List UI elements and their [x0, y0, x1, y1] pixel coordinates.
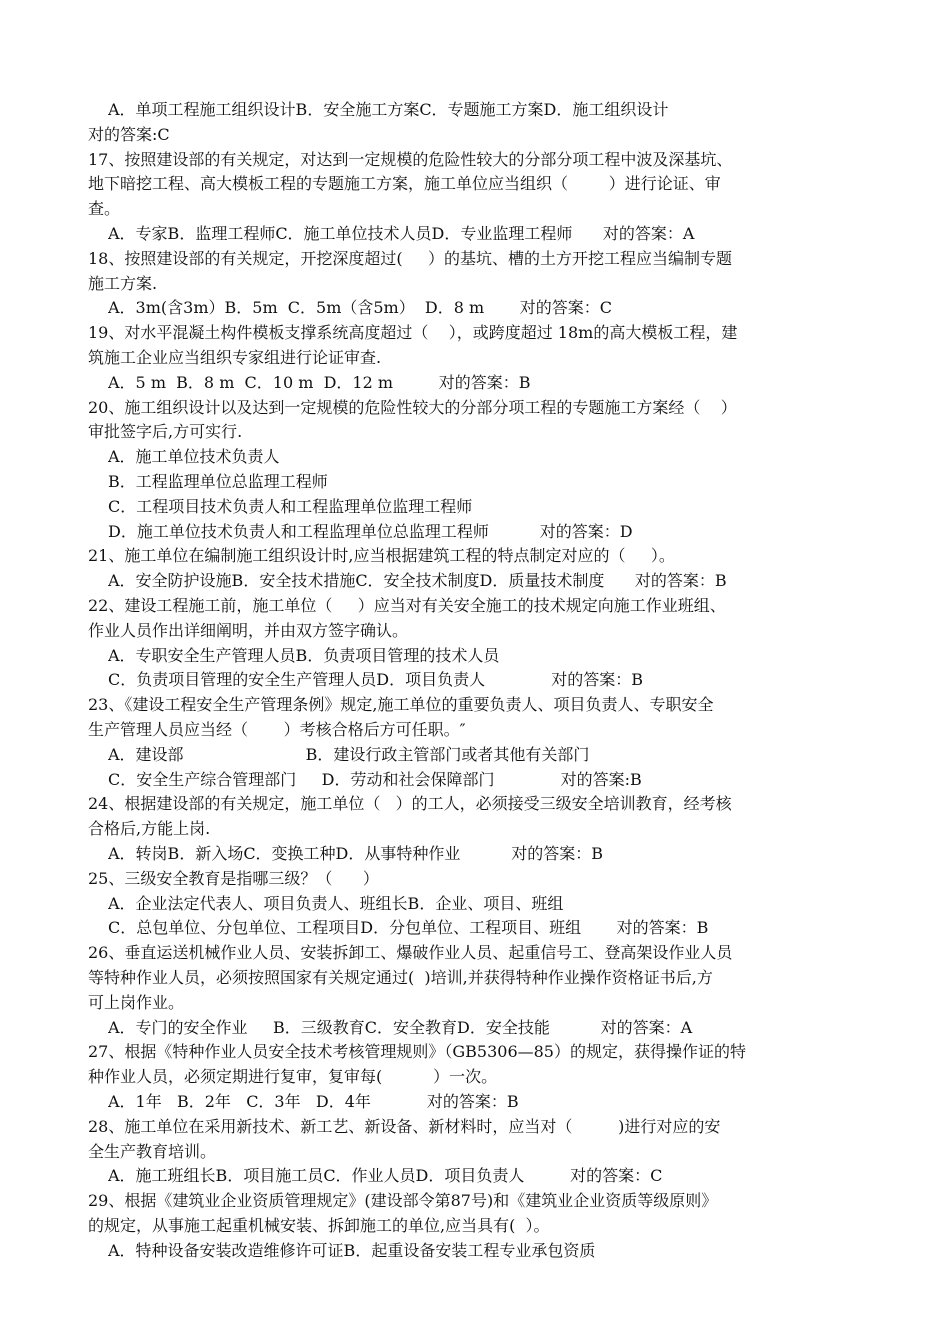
- answer-option-line: C．负责项目管理的安全生产管理人员D．项目负责人 对的答案：B: [108, 670, 643, 690]
- answer-option-line: A．5 m B．8 m C．10 m D．12 m 对的答案：B: [108, 372, 531, 392]
- question-line: 21、施工单位在编制施工组织设计时,应当根据建筑工程的特点制定对应的（ ）。: [88, 546, 675, 566]
- question-line: 筑施工企业应当组织专家组进行论证审查.: [88, 348, 382, 367]
- question-line: 22、建设工程施工前，施工单位（ ）应当对有关安全施工的技术规定向施工作业班组、: [88, 596, 726, 615]
- question-line: 的规定，从事施工起重机械安装、拆卸施工的单位,应当具有( ）。: [88, 1216, 550, 1235]
- question-line: 17、按照建设部的有关规定，对达到一定规模的危险性较大的分部分项工程中波及深基坑、: [88, 149, 733, 169]
- question-line: 合格后,方能上岗.: [88, 819, 211, 839]
- answer-option-line: A．专门的安全作业 B．三级教育C．安全教育D．安全技能 对的答案：A: [108, 1017, 693, 1037]
- answer-option-line: B．工程监理单位总监理工程师: [108, 472, 328, 491]
- answer-option-line: A．特种设备安装改造维修许可证B．起重设备安装工程专业承包资质: [108, 1240, 596, 1260]
- question-line: 28、施工单位在采用新技术、新工艺、新设备、新材料时，应当对（ )进行对应的安: [88, 1116, 721, 1136]
- answer-option-line: C．总包单位、分包单位、工程项目D．分包单位、工程项目、班组 对的答案：B: [108, 918, 709, 938]
- question-line: 25、三级安全教育是指哪三级？（ ）: [88, 868, 379, 888]
- question-line: 审批签字后,方可实行.: [88, 422, 243, 442]
- question-line: 18、按照建设部的有关规定，开挖深度超过( ）的基坑、槽的土方开挖工程应当编制专题: [88, 248, 733, 268]
- question-line: 23、《建设工程安全生产管理条例》规定,施工单位的重要负责人、项目负责人、专职安全: [88, 695, 714, 715]
- answer-option-line: D．施工单位技术负责人和工程监理单位总监理工程师 对的答案：D: [108, 521, 633, 541]
- question-line: 26、垂直运送机械作业人员、安装拆卸工、爆破作业人员、起重信号工、登高架设作业人员: [88, 943, 733, 963]
- answer-option-line: C．工程项目技术负责人和工程监理单位监理工程师: [108, 496, 473, 516]
- question-line: 查。: [88, 199, 121, 219]
- answer-option-line: A．建设部 B．建设行政主管部门或者其他有关部门: [108, 744, 590, 764]
- question-line: 地下暗挖工程、高大模板工程的专题施工方案，施工单位应当组织（ ）进行论证、审: [88, 174, 721, 194]
- answer-option-line: A．转岗B．新入场C．变换工种D．从事特种作业 对的答案：B: [108, 844, 604, 863]
- question-line: 作业人员作出详细阐明，并由双方签字确认。: [88, 620, 409, 640]
- question-line: 19、对水平混凝土构件模板支撑系统高度超过（ ），或跨度超过 18m的高大模板工程，建: [88, 323, 738, 343]
- answer-option-line: C．安全生产综合管理部门 D．劳动和社会保障部门 对的答案:B: [108, 769, 642, 789]
- answer-option-line: A．施工单位技术负责人: [108, 447, 280, 467]
- question-line: 全生产教育培训。: [88, 1141, 217, 1161]
- question-line: 20、施工组织设计以及达到一定规模的危险性较大的分部分项工程的专题施工方案经（ ）: [88, 397, 737, 417]
- answer-option-line: A．企业法定代表人、项目负责人、班组长B．企业、项目、班组: [108, 893, 564, 913]
- question-line: 对的答案:C: [88, 124, 170, 144]
- answer-option-line: A．安全防护设施B．安全技术措施C．安全技术制度D．质量技术制度 对的答案：B: [108, 571, 727, 591]
- question-line: 24、根据建设部的有关规定，施工单位（ ）的工人，必须接受三级安全培训教育，经考核: [88, 794, 732, 814]
- answer-option-line: A．3m(含3m）B．5m C．5m（含5m） D．8 m 对的答案：C: [108, 298, 613, 318]
- answer-option-line: A．专职安全生产管理人员B．负责项目管理的技术人员: [108, 645, 500, 665]
- question-line: 种作业人员，必须定期进行复审，复审每( ）一次。: [88, 1067, 498, 1087]
- question-line: 可上岗作业。: [88, 992, 185, 1012]
- question-line: 施工方案.: [88, 273, 158, 293]
- question-line: 等特种作业人员，必须按照国家有关规定通过( )培训,并获得特种作业操作资格证书后,方: [88, 968, 713, 987]
- question-line: 生产管理人员应当经（ ）考核合格后方可任职。″: [88, 720, 466, 739]
- answer-option-line: A．专家B．监理工程师C．施工单位技术人员D．专业监理工程师 对的答案：A: [108, 224, 695, 243]
- question-line: 29、根据《建筑业企业资质管理规定》(建设部令第87号)和《建筑业企业资质等级原则》: [88, 1191, 718, 1211]
- question-line: 27、根据《特种作业人员安全技术考核管理规则》（GB5306—85）的规定，获得操作证的特: [88, 1042, 746, 1062]
- answer-option-line: A．单项工程施工组织设计B．安全施工方案C．专题施工方案D．施工组织设计: [108, 100, 669, 119]
- answer-option-line: A．1年 B．2年 C．3年 D．4年 对的答案：B: [108, 1092, 519, 1111]
- answer-option-line: A．施工班组长B．项目施工员C．作业人员D．项目负责人 对的答案：C: [108, 1166, 663, 1186]
